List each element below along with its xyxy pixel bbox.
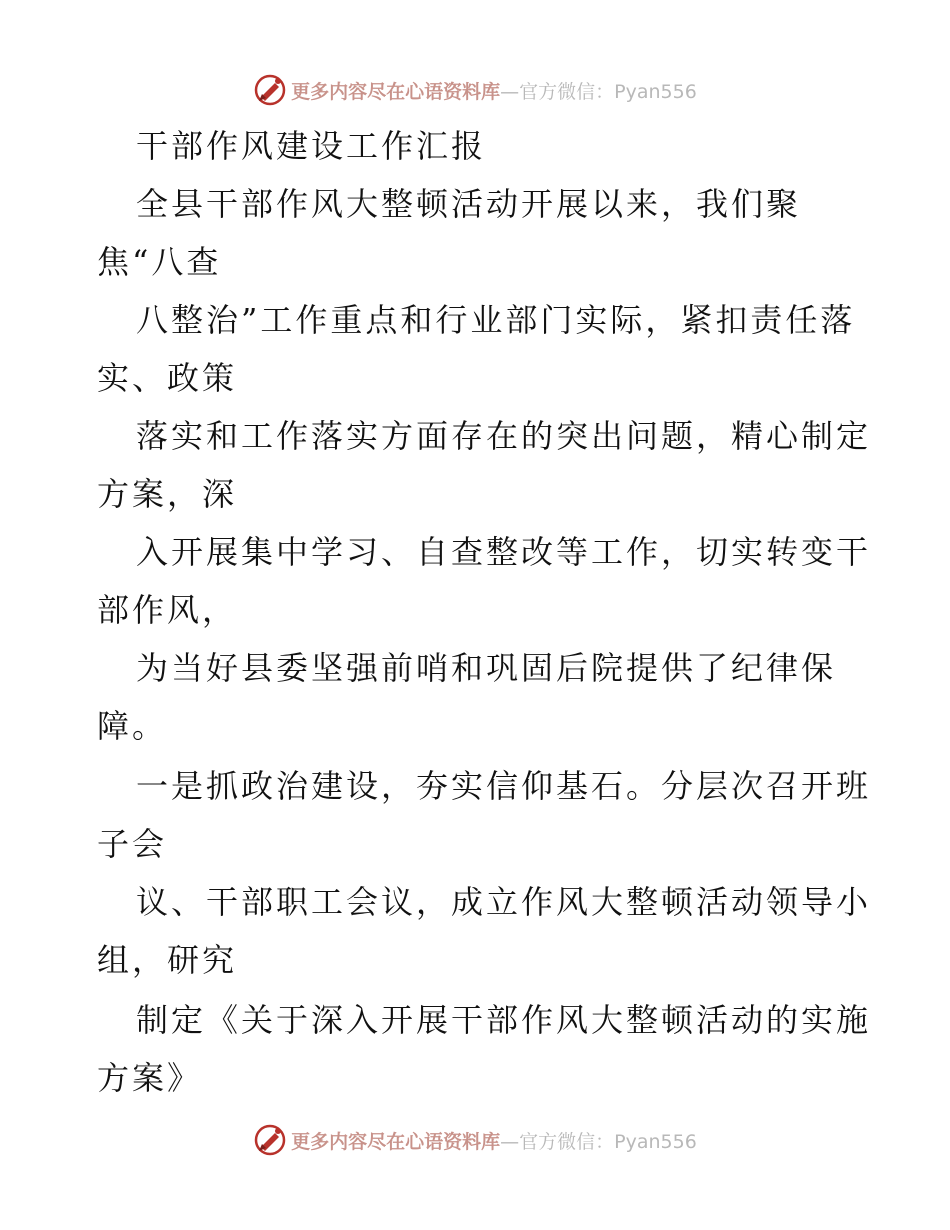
footer-watermark [0, 1120, 950, 1160]
text-line: 落实和工作落实方面存在的突出问题，精心制定 [136, 417, 872, 455]
text-line: 焦“八查 [97, 243, 222, 281]
text-line: 实、政策 [97, 359, 238, 397]
text-line: 方案》 [97, 1059, 203, 1097]
pen-logo-icon [253, 1123, 287, 1157]
text-line: 入开展集中学习、自查整改等工作，切实转变干 [136, 533, 872, 571]
watermark-text: 更多内容尽在心语资料库—官方微信：Pyan556 [291, 1130, 697, 1153]
text-line: 一是抓政治建设，夯实信仰基石。分层次召开班 [136, 767, 872, 805]
text-line: 议、干部职工会议，成立作风大整顿活动领导小 [136, 883, 872, 921]
document-title: 干部作风建设工作汇报 [136, 127, 487, 165]
text-line: 组，研究 [97, 941, 238, 979]
text-line: 八整治”工作重点和行业部门实际，紧扣责任落 [136, 301, 856, 339]
text-line: 为当好县委坚强前哨和巩固后院提供了纪律保 [136, 649, 837, 687]
text-line: 障。 [97, 707, 168, 745]
pen-logo-icon [253, 73, 287, 107]
text-line: 全县干部作风大整顿活动开展以来，我们聚 [136, 185, 802, 223]
text-line: 方案，深 [97, 475, 238, 513]
text-line: 部作风， [97, 591, 238, 629]
watermark-text: 更多内容尽在心语资料库—官方微信：Pyan556 [291, 80, 697, 103]
text-line: 制定《关于深入开展干部作风大整顿活动的实施 [136, 1001, 872, 1039]
header-watermark [0, 70, 950, 110]
text-line: 子会 [97, 825, 168, 863]
